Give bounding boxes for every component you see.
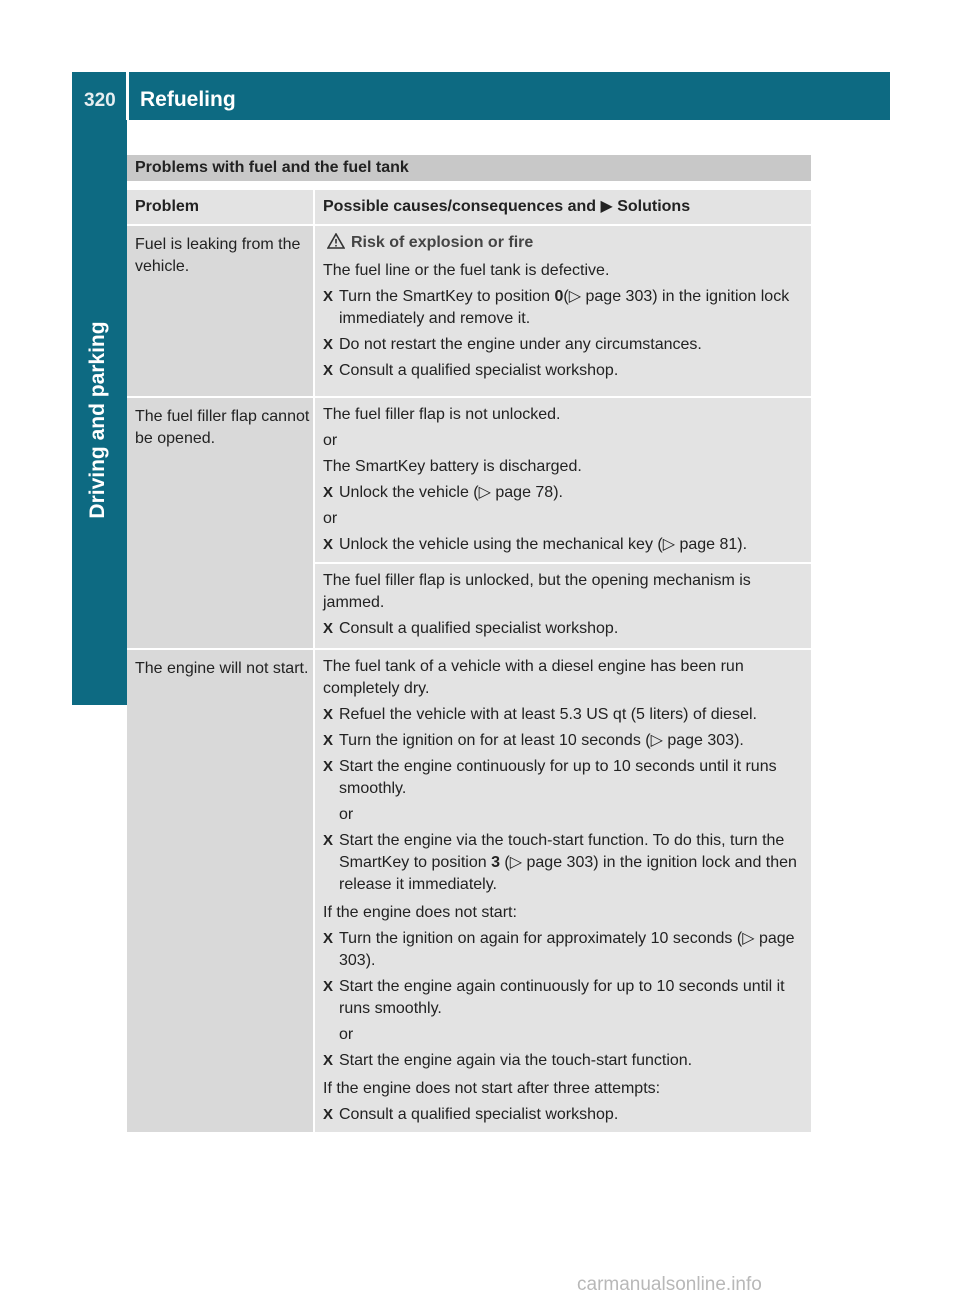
solution-step: X Do not restart the engine under any circumstances. <box>323 334 807 356</box>
x-step-icon: X <box>323 362 334 379</box>
problem-cell-fuel-leak <box>127 226 313 396</box>
note-text: If the engine does not start after three attempts: <box>323 1080 661 1097</box>
x-step-icon: X <box>323 758 334 775</box>
or-text: or <box>339 806 354 823</box>
problem-cell-engine-start <box>127 650 313 1132</box>
solution-step: X Turn the SmartKey to position 0(▷ page 303) in the ignition lock immediately and remove it. <box>323 288 790 327</box>
column-header-problem: Problem <box>127 190 313 224</box>
problem-text: Fuel is leaking from the vehicle. <box>135 236 301 275</box>
section-label: Driving and parking <box>86 321 109 519</box>
x-step-icon: X <box>323 288 334 305</box>
solution-step: X Unlock the vehicle using the mechanical key (▷ page 81). <box>323 534 807 556</box>
warning-text: Risk of explosion or fire <box>351 234 534 251</box>
section-tab-marker <box>72 655 127 705</box>
cause-text: The fuel line or the fuel tank is defective. <box>323 262 610 279</box>
column-header-solutions: Possible causes/consequences and ▶ Solutions <box>315 190 811 224</box>
note-text: If the engine does not start: <box>323 904 517 921</box>
x-step-icon: X <box>323 706 334 723</box>
x-step-icon: X <box>323 930 334 947</box>
x-step-icon: X <box>323 978 334 995</box>
x-step-icon: X <box>323 832 334 849</box>
x-step-icon: X <box>323 484 334 501</box>
solution-step: X Start the engine via the touch-start function. To do this, turn the SmartKey to position 3 (▷ page 303) in the ignition lock and then release it immediately. <box>323 832 797 893</box>
solution-step: X Consult a qualified specialist workshop. <box>323 618 807 640</box>
solution-cell-engine-start <box>315 650 811 1132</box>
solution-cell-filler-flap-a <box>315 398 811 562</box>
x-step-icon: X <box>323 620 334 637</box>
cause-text: The SmartKey battery is discharged. <box>323 458 582 475</box>
solution-step: X Consult a qualified specialist workshop. <box>323 1104 807 1126</box>
or-text: or <box>323 432 338 449</box>
solution-step: X Start the engine again continuously for up to 10 seconds until it runs smoothly. <box>323 978 785 1017</box>
or-text: or <box>323 510 338 527</box>
solution-cell-filler-flap-b <box>315 564 811 648</box>
page-header <box>72 72 890 120</box>
x-step-icon: X <box>323 1052 334 1069</box>
x-step-icon: X <box>323 536 334 553</box>
solution-step: X Turn the ignition on again for approximately 10 seconds (▷ page 303). <box>323 930 795 969</box>
page-title: Refueling <box>140 88 236 111</box>
warning-triangle-icon <box>327 233 345 249</box>
x-step-icon: X <box>323 732 334 749</box>
site-watermark: carmanualsonline.info <box>577 1274 762 1295</box>
x-step-icon: X <box>323 336 334 353</box>
page-number: 320 <box>84 90 116 111</box>
cause-text: The fuel filler flap is unlocked, but the opening mechanism is jammed. <box>323 572 751 611</box>
solution-step: X Start the engine continuously for up to 10 seconds until it runs smoothly. <box>323 758 777 797</box>
solution-step: X Unlock the vehicle (▷ page 78). <box>323 482 807 504</box>
warning-heading <box>323 232 807 254</box>
solution-step: X Refuel the vehicle with at least 5.3 US qt (5 liters) of diesel. <box>323 704 807 726</box>
cause-text: The fuel tank of a vehicle with a diesel engine has been run completely dry. <box>323 658 744 697</box>
table-title: Problems with fuel and the fuel tank <box>127 155 811 181</box>
header-divider <box>126 72 129 120</box>
or-text: or <box>339 1026 354 1043</box>
solution-step: X Turn the ignition on for at least 10 seconds (▷ page 303). <box>323 730 807 752</box>
solution-cell-fuel-leak <box>315 226 811 396</box>
solution-step: X Consult a qualified specialist workshop. <box>323 360 807 382</box>
cause-text: The fuel filler flap is not unlocked. <box>323 406 561 423</box>
x-step-icon: X <box>323 1106 334 1123</box>
problem-text: The fuel filler flap cannot be opened. <box>135 408 310 447</box>
solution-step: X Start the engine again via the touch-start function. <box>323 1050 807 1072</box>
problem-cell-filler-flap <box>127 398 313 648</box>
problem-text: The engine will not start. <box>135 660 309 677</box>
